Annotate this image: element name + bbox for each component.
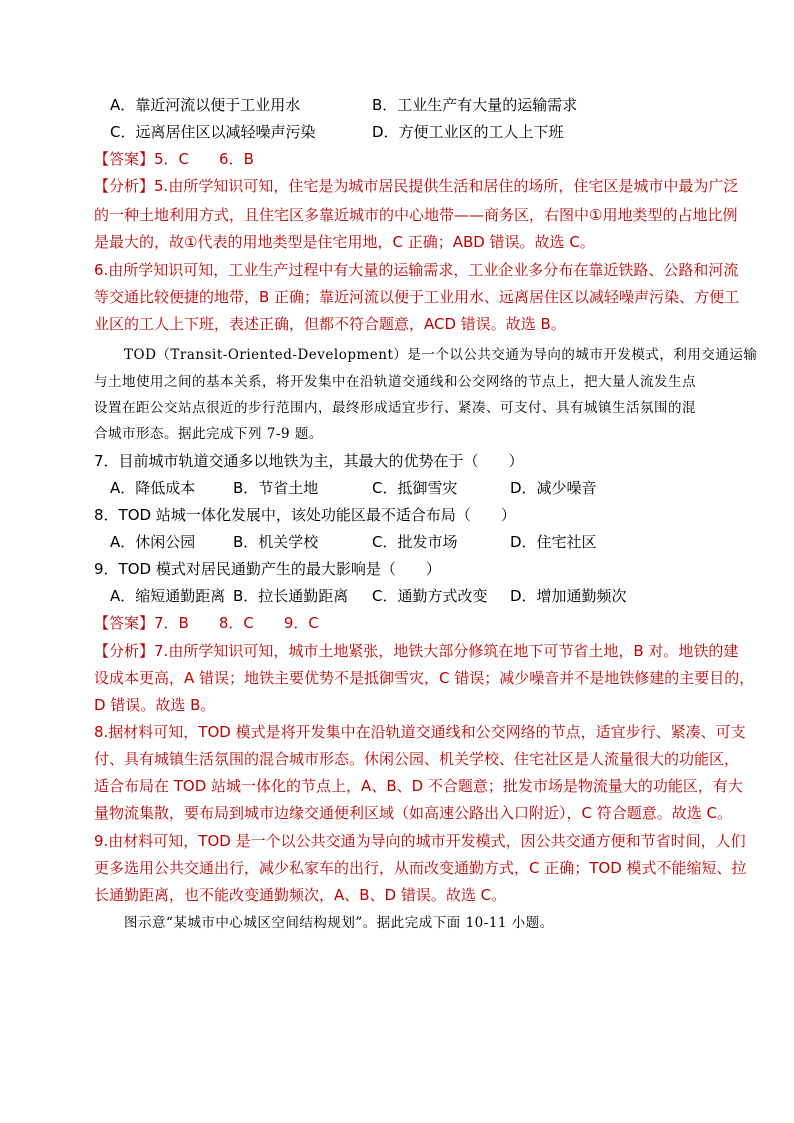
analysis-8-line-1: 8.据材料可知，TOD 模式是将开发集中在沿轨道交通线和公交网络的节点，适宜步行、紧凑、可支 [94, 723, 746, 741]
tod-intro-line-2: 与土地使用之间的基本关系，将开发集中在沿轨道交通线和公交网络的节点上，把大量人流发生点 [94, 374, 696, 390]
q7-option-b: B．节省土地 [233, 479, 319, 497]
q6-option-a: A．靠近河流以便于工业用水 [110, 96, 301, 114]
q8-option-c: C．批发市场 [372, 533, 458, 551]
analysis-9-line-3: 长通勤距离，也不能改变通勤频次，A、B、D 错误。故选 C。 [94, 886, 507, 904]
q9-option-b: B．拉长通勤距离 [233, 587, 349, 605]
next-question-intro: 图示意“某城市中心城区空间结构规划”。据此完成下面 10-11 小题。 [124, 915, 554, 931]
q6-option-d: D．方便工业区的工人上下班 [372, 123, 564, 141]
q6-option-b: B．工业生产有大量的运输需求 [372, 96, 578, 114]
q9-option-a: A．缩短通勤距离 [110, 587, 226, 605]
answer-7-9 [94, 613, 319, 633]
analysis-8-line-2: 付、具有城镇生活氛围的混合城市形态。休闲公园、机关学校、住宅社区是人流量很大的功能区， [94, 750, 740, 768]
q8-option-d: D．住宅社区 [510, 533, 597, 551]
analysis-tag: 【分析】 [94, 642, 155, 660]
tod-intro-line-4: 合城市形态。据此完成下列 7-9 题。 [94, 426, 323, 442]
analysis-6-line-1: 6.由所学知识可知，工业生产过程中有大量的运输需求，工业企业多分布在靠近铁路、公路和河流 [94, 261, 739, 279]
tod-intro-line-1: TOD（Transit-Oriented-Development）是一个以公共交通为导向的城市开发模式，利用交通运输 [124, 347, 758, 363]
answer-tag: 【答案】 [94, 150, 155, 168]
analysis-7-line-2: 设成本更高，A 错误；地铁主要优势不是抵御雪灾，C 错误；减少噪音并不是地铁修建的主要目的， [94, 669, 755, 687]
analysis-5-line-1: 【分析】5.由所学知识可知，住宅是为城市居民提供生活和居住的场所，住宅区是城市中最为广泛 [94, 177, 739, 195]
q8-option-b: B．机关学校 [233, 533, 319, 551]
tod-intro-line-3: 设置在距公交站点很近的步行范围内，最终形成适宜步行、紧凑、可支付、具有城镇生活氛围的混 [94, 400, 696, 416]
q8-stem: 8．TOD 站城一体化发展中，该处功能区最不适合布局（ ） [94, 506, 516, 524]
analysis-7-line-1: 【分析】7.由所学知识可知，城市土地紧张，地铁大部分修筑在地下可节省土地，B 对。地铁的建 [94, 642, 739, 660]
analysis-5-line-2: 的一种土地利用方式，且住宅区多靠近城市的中心地带——商务区，右图中①用地类型的占地比例 [94, 206, 738, 224]
answer-text: 5．C 6．B [154, 150, 254, 168]
analysis-6-line-3: 业区的工人上下班，表述正确，但都不符合题意，ACD 错误。故选 B。 [94, 315, 566, 333]
answer-5-6 [94, 149, 254, 169]
analysis-8-line-4: 量物流集散，要布局到城市边缘交通便利区域（如高速公路出入口附近），C 符合题意。故选 C。 [94, 804, 732, 822]
analysis-8-line-3: 适合布局在 TOD 站城一体化的节点上，A、B、D 不合题意；批发市场是物流量大的功能区，有大 [94, 777, 743, 795]
q8-option-a: A．休闲公园 [110, 533, 196, 551]
q7-option-c: C．抵御雪灾 [372, 479, 458, 497]
q7-option-d: D．减少噪音 [510, 479, 597, 497]
q9-stem: 9．TOD 模式对居民通勤产生的最大影响是（ ） [94, 560, 441, 578]
analysis-5-line-3: 是最大的，故①代表的用地类型是住宅用地，C 正确；ABD 错误。故选 C。 [94, 233, 595, 251]
answer-tag: 【答案】 [94, 614, 155, 632]
analysis-9-line-2: 更多选用公共交通出行，减少私家车的出行，从而改变通勤方式，C 正确；TOD 模式不能缩短、拉 [94, 859, 747, 877]
q7-option-a: A．降低成本 [110, 479, 196, 497]
q9-option-c: C．通勤方式改变 [372, 587, 488, 605]
analysis-7-line-3: D 错误。故选 B。 [94, 696, 216, 714]
analysis-9-line-1: 9.由材料可知，TOD 是一个以公共交通为导向的城市开发模式，因公共交通方便和节省时间，人们 [94, 832, 746, 850]
analysis-tag: 【分析】 [94, 177, 155, 195]
q6-option-c: C．远离居住区以减轻噪声污染 [110, 123, 316, 141]
analysis-6-line-2: 等交通比较便捷的地带，B 正确；靠近河流以便于工业用水、远离居住区以减轻噪声污染、方便工 [94, 288, 740, 306]
answer-text: 7．B 8．C 9．C [154, 614, 319, 632]
q7-stem: 7．目前城市轨道交通多以地铁为主，其最大的优势在于（ ） [94, 452, 524, 470]
q9-option-d: D．增加通勤频次 [510, 587, 627, 605]
